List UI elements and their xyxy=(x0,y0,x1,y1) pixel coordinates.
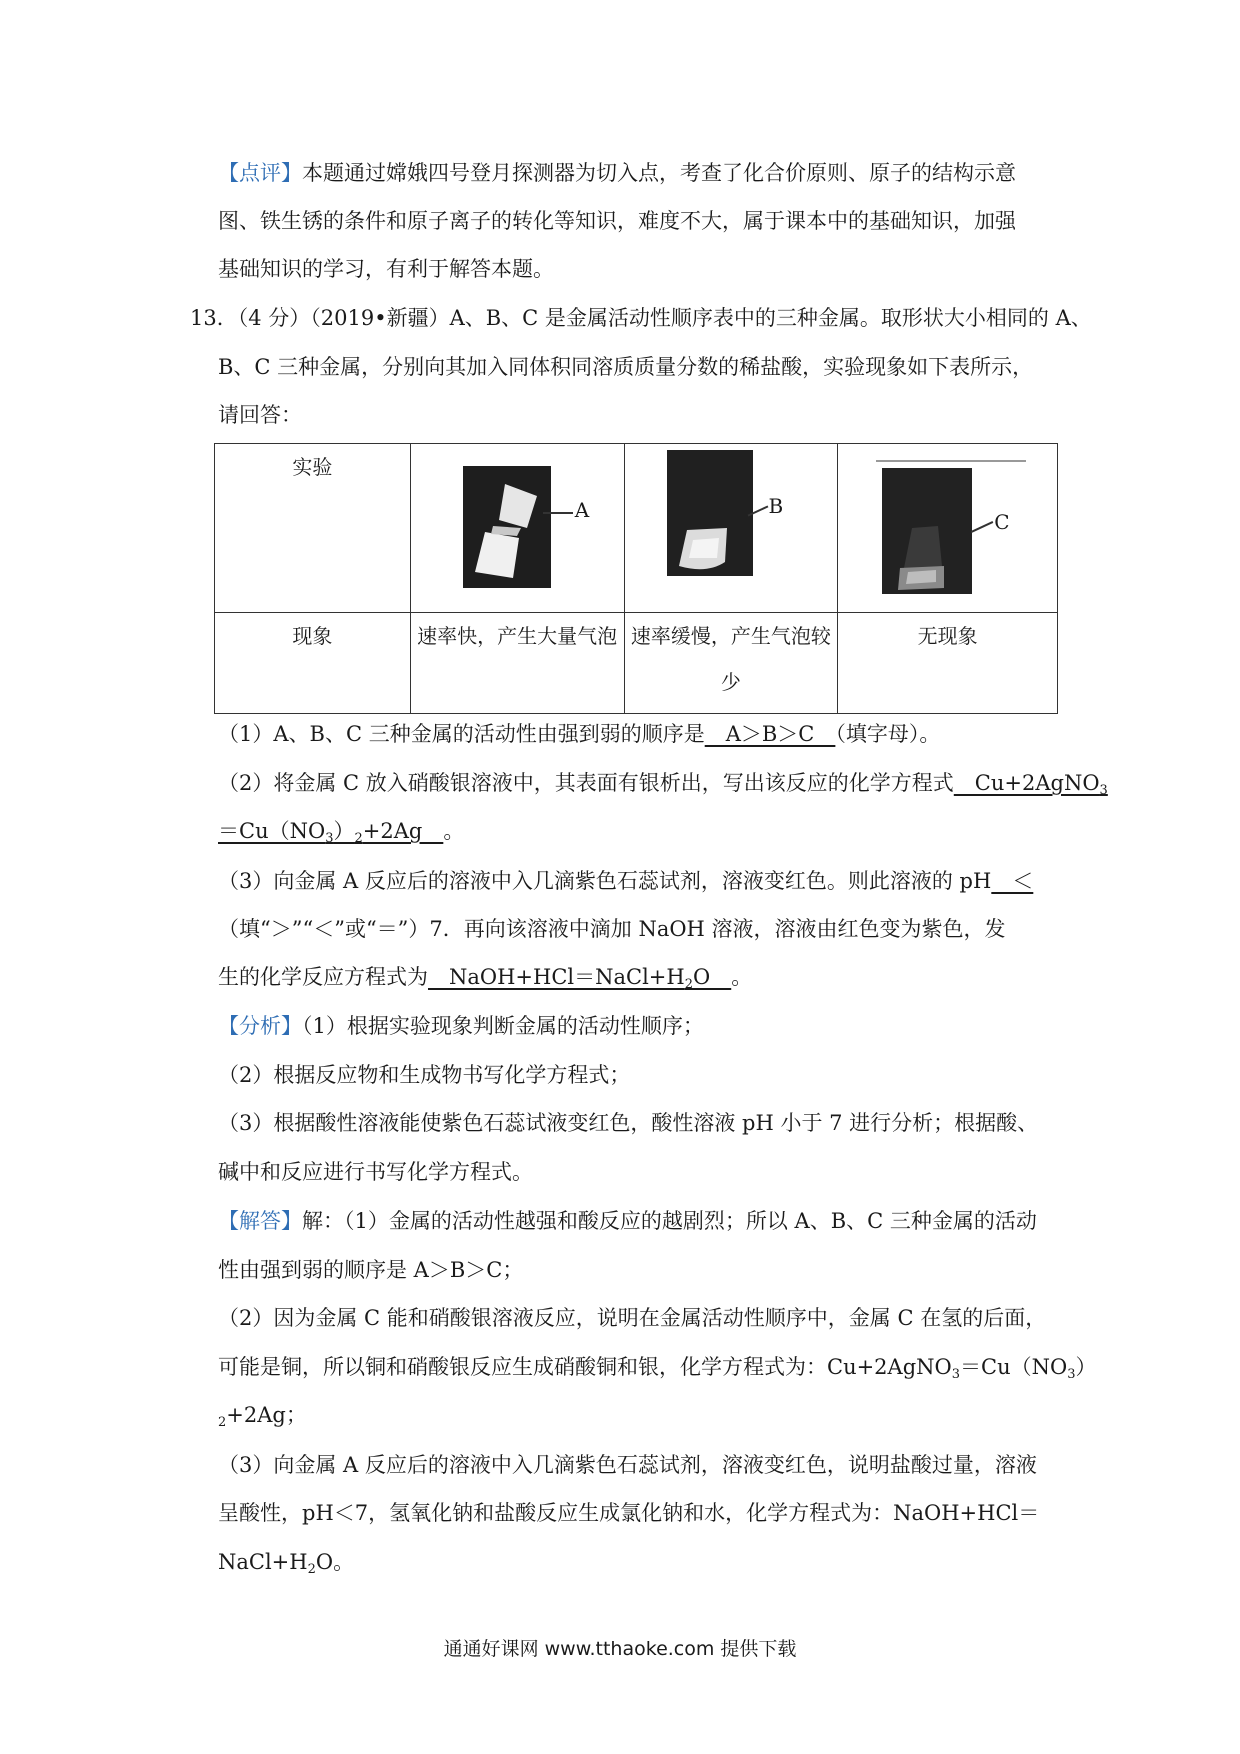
test-tube-b-photo xyxy=(667,450,753,576)
experiment-photo-b-cell xyxy=(624,444,838,613)
comment-tag: 【点评】 xyxy=(218,161,302,185)
page-footer: 通通好课网 www.tthaoke.com 提供下载 xyxy=(443,1638,797,1660)
observation-b-line-2: 少 xyxy=(720,670,741,694)
observation-header-cell xyxy=(215,613,411,714)
observation-row xyxy=(215,613,1058,714)
answer-2-blank-part-2: $=Cu(NO_3)_2+2Ag$ xyxy=(218,819,444,846)
experiment-photo-c-cell xyxy=(838,444,1058,613)
label-c: C xyxy=(994,510,1010,534)
solution-line-4: 可能是铜，所以铜和硝酸银反应生成硝酸铜和银，化学方程式为：$Cu+2AgNO_3=Cu(NO_3)$ xyxy=(218,1355,1097,1382)
comment-line-3: 基础知识的学习，有利于解答本题。 xyxy=(218,257,554,281)
observation-b-cell xyxy=(624,613,838,714)
analysis-tag: 【分析】 xyxy=(218,1014,302,1038)
answer-2-blank-part-1: Cu+2AgNO$_3$ xyxy=(953,771,1108,798)
test-tube-a-photo xyxy=(463,466,551,588)
observation-a-cell xyxy=(410,613,624,714)
observation-a: 速率快，产生大量气泡 xyxy=(417,624,618,648)
experiment-header: 实验 xyxy=(292,455,333,479)
analysis-line-2: （2）根据反应物和生成物书写化学方程式； xyxy=(218,1063,631,1087)
observation-header: 现象 xyxy=(292,624,333,648)
question-line-1: 13．（4 分）（2019•新疆）A、B、C 是金属活动性顺序表中的三种金属。取形状大小相同的 A、 xyxy=(190,306,1092,330)
analysis-line-3: （3）根据酸性溶液能使紫色石蕊试液变红色，酸性溶液 pH 小于 7 进行分析；根据酸、 xyxy=(218,1111,1039,1135)
analysis-line-1: 【分析】（1）根据实验现象判断金属的活动性顺序； xyxy=(218,1014,704,1038)
answer-3-line-1: （3）向金属 A 反应后的溶液中入几滴紫色石蕊试剂，溶液变红色。则此溶液的 pH ＜ xyxy=(218,869,1034,893)
label-b: B xyxy=(768,494,784,518)
solution-line-6: （3）向金属 A 反应后的溶液中入几滴紫色石蕊试剂，溶液变红色，说明盐酸过量，溶液 xyxy=(218,1453,1037,1477)
answer-1-blank: A＞B＞C xyxy=(704,722,836,746)
answer-3-line-2: （填“＞”“＜”或“＝”）7．再向该溶液中滴加 NaOH 溶液，溶液由红色变为紫色，发 xyxy=(218,917,1006,941)
comment-line-1: 【点评】本题通过嫦娥四号登月探测器为切入点，考查了化合价原则、原子的结构示意 xyxy=(218,161,1016,185)
label-a: A xyxy=(574,498,590,522)
solution-line-5: $_2$+2Ag； xyxy=(218,1403,307,1430)
solution-line-1: 【解答】解：（1）金属的活动性越强和酸反应的越剧烈；所以 A、B、C 三种金属的活动 xyxy=(218,1209,1037,1233)
experiment-header-cell xyxy=(215,444,411,613)
test-tube-c-icon xyxy=(882,468,972,594)
comment-line-2: 图、铁生锈的条件和原子离子的转化等知识，难度不大，属于课本中的基础知识，加强 xyxy=(218,209,1016,233)
solution-line-8: $NaCl+H_2O$。 xyxy=(218,1550,355,1577)
experiment-table xyxy=(214,443,1058,714)
answer-3-line-3: 生的化学反应方程式为 $NaOH+HCl=NaCl+H_2O$ 。 xyxy=(218,965,753,992)
answer-2-line-1: （2）将金属 C 放入硝酸银溶液中，其表面有银析出，写出该反应的化学方程式 Cu+2AgNO$_3$ xyxy=(218,771,1108,798)
solution-line-2: 性由强到弱的顺序是 A＞B＞C； xyxy=(218,1258,524,1282)
observation-c: 无现象 xyxy=(917,624,978,648)
experiment-photo-a-cell xyxy=(410,444,624,613)
question-line-3: 请回答： xyxy=(218,403,302,427)
observation-b-line-1: 速率缓慢，产生气泡较 xyxy=(630,624,831,648)
analysis-line-4: 碱中和反应进行书写化学方程式。 xyxy=(218,1160,533,1184)
observation-c-cell xyxy=(838,613,1058,714)
test-tube-c-photo xyxy=(882,468,972,594)
answer-3-blank-1: ＜ xyxy=(991,869,1034,893)
solution-line-3: （2）因为金属 C 能和硝酸银溶液反应，说明在金属活动性顺序中，金属 C 在氢的后面， xyxy=(218,1306,1047,1330)
solution-line-7: 呈酸性，pH＜7，氢氧化钠和盐酸反应生成氯化钠和水，化学方程式为：NaOH+HCl＝ xyxy=(218,1501,1040,1525)
solution-tag: 【解答】 xyxy=(218,1209,302,1233)
answer-1: （1）A、B、C 三种金属的活动性由强到弱的顺序是 A＞B＞C （填字母）。 xyxy=(218,722,941,746)
experiment-row xyxy=(215,444,1058,613)
answer-3-blank-2: $NaOH+HCl=NaCl+H_2O$ xyxy=(428,965,732,992)
test-tube-a-icon xyxy=(463,466,551,588)
test-tube-b-icon xyxy=(667,450,753,576)
question-line-2: B、C 三种金属，分别向其加入同体积同溶质质量分数的稀盐酸，实验现象如下表所示， xyxy=(218,355,1034,379)
answer-2-line-2: $=Cu(NO_3)_2+2Ag$ 。 xyxy=(218,819,465,846)
